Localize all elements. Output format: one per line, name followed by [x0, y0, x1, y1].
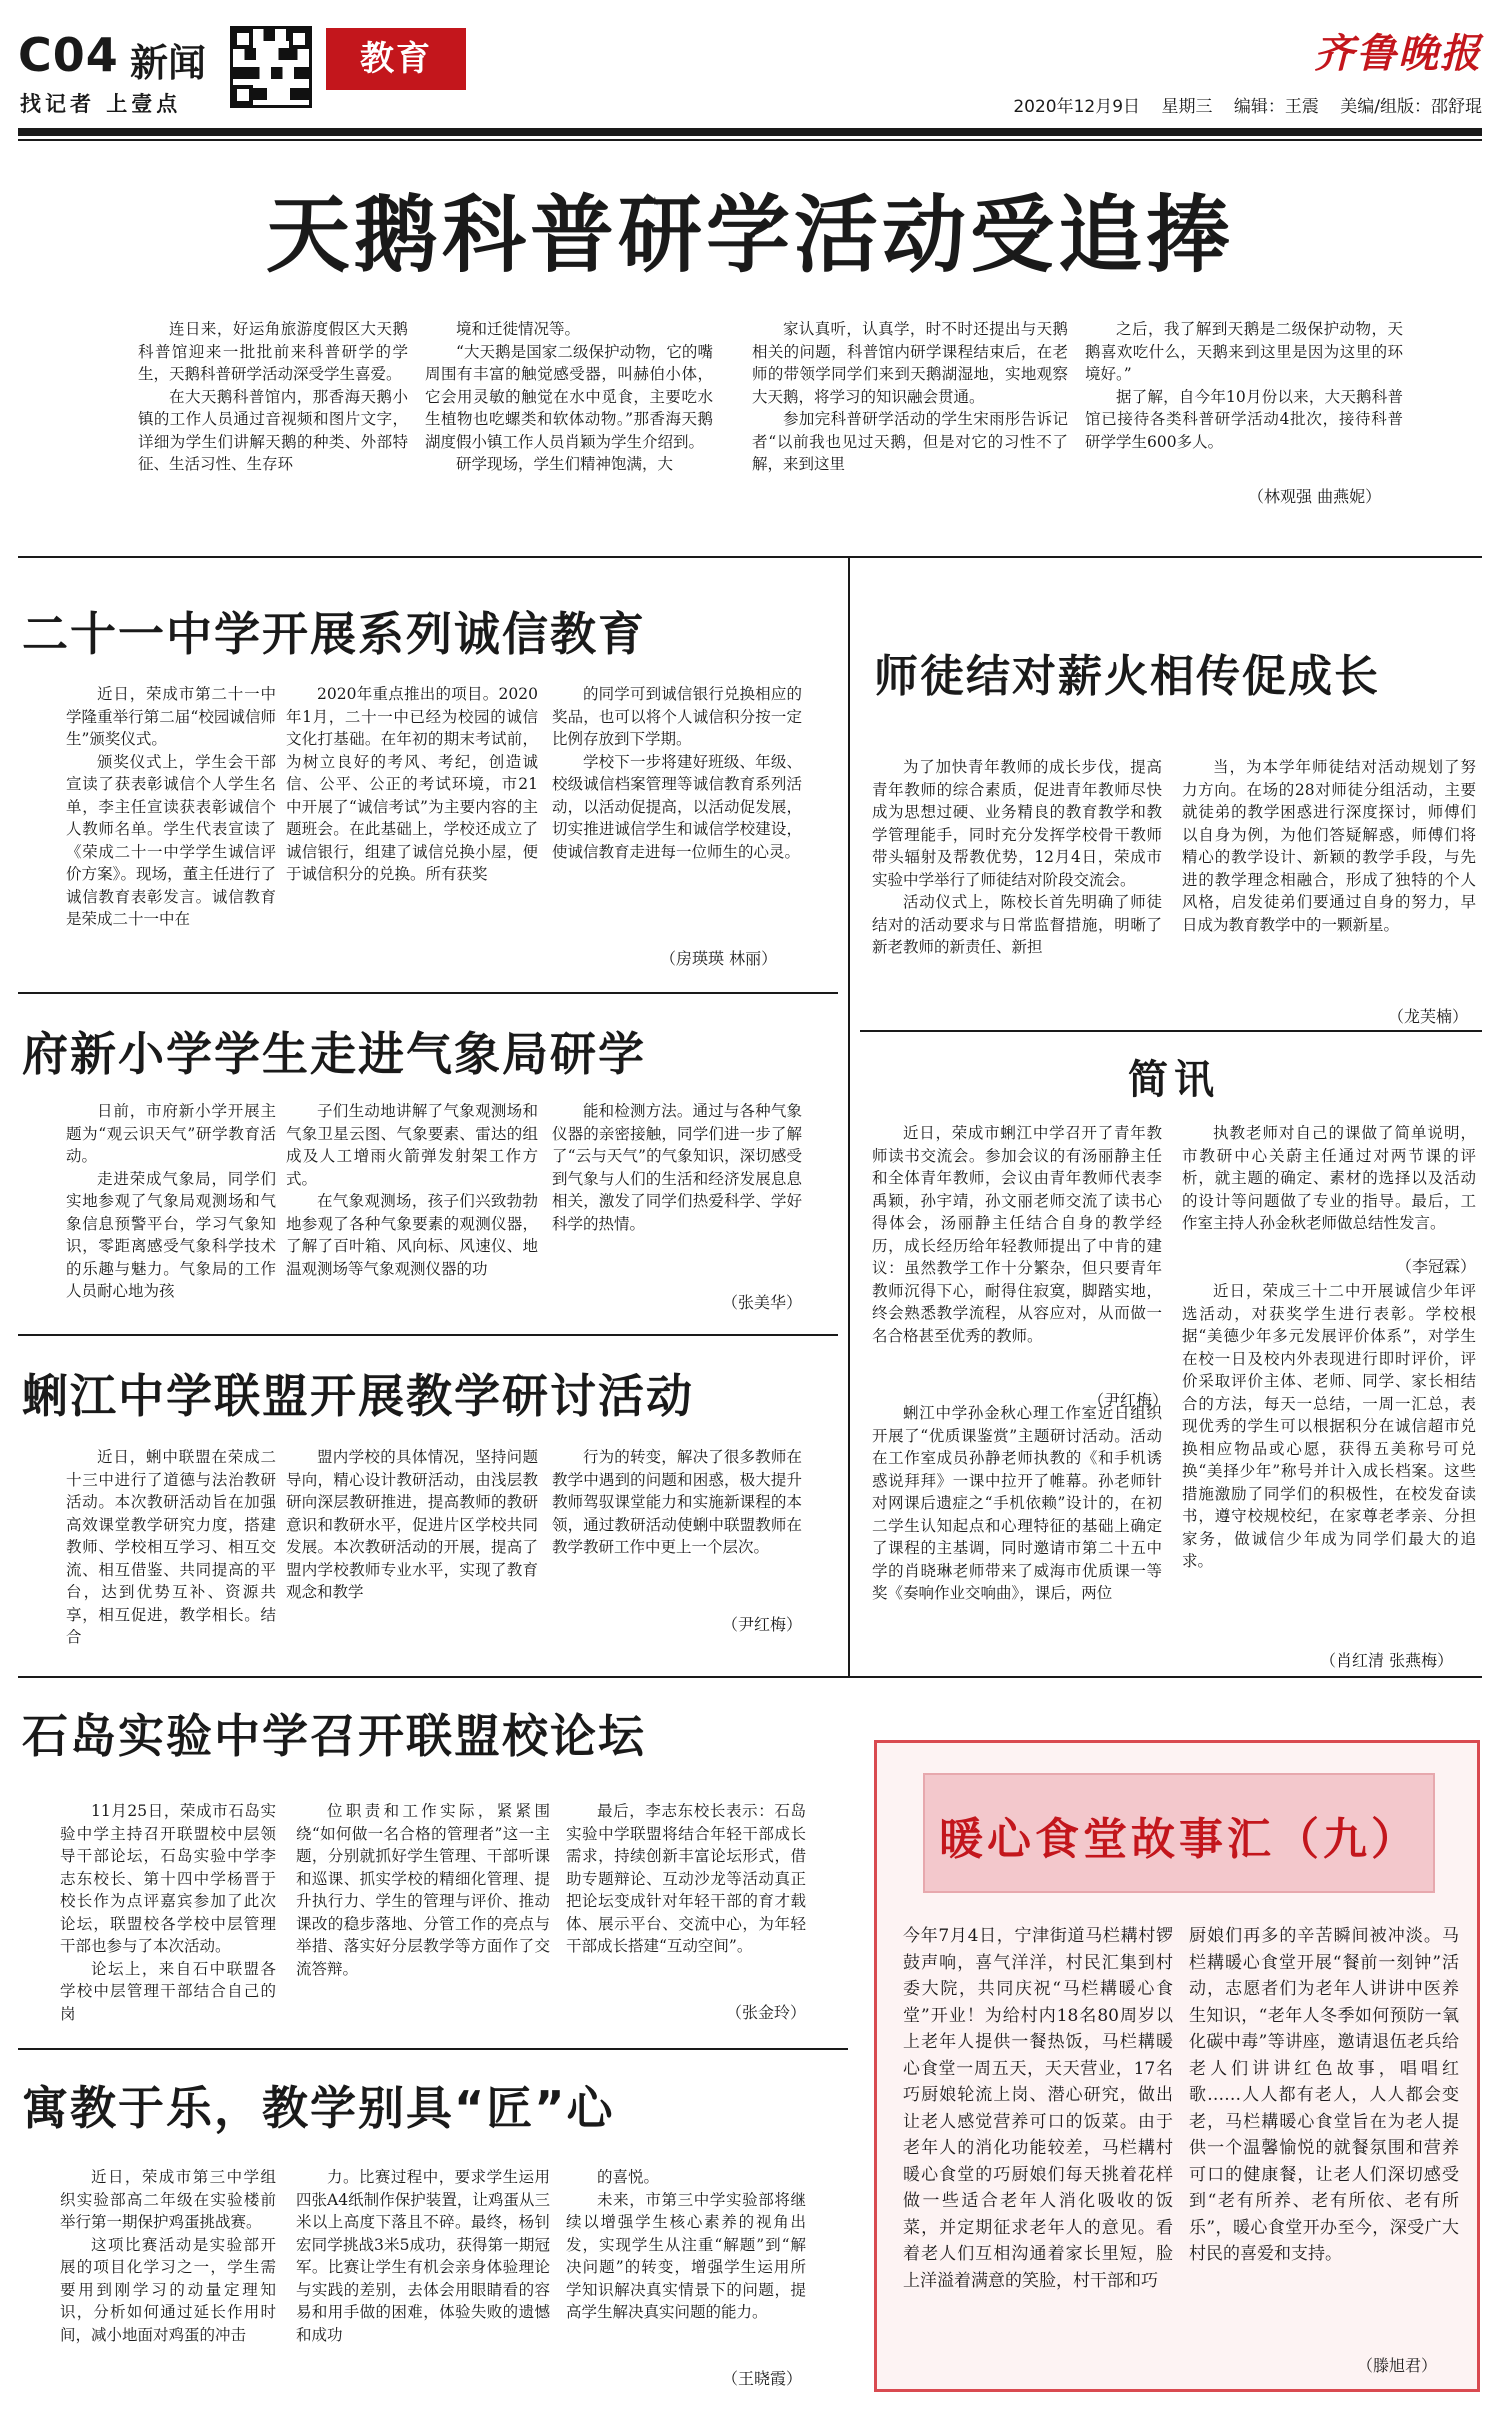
qr-code-icon — [230, 26, 312, 108]
editor-credit: 编辑：王震 — [1233, 97, 1319, 117]
issue-weekday: 星期三 — [1161, 97, 1213, 117]
alliance-col-1: 近日，蜊中联盟在荣成二十三中进行了道德与法治教研活动。本次教研活动旨在加强高效课堂教学研究力度，搭建教师、学校相互学习、相互交流、相互借鉴、共同提高的平台，达到优势互补、资源共享，相互促进，教学相长。结合 — [66, 1448, 276, 1646]
lead-col-2: 境和迁徙情况等。 “大天鹅是国家二级保护动物，它的嘴周围有丰富的触觉感受器，叫赫伯小体，它会用灵敏的触觉在水中觅食，主要吃水生植物也吃螺类和软体动物。”那香海天鹅湖度假小镇工作人员肖颖为学生介绍到。 研学现场，学生们精神饱满，大 — [425, 320, 713, 473]
story-divider — [860, 1030, 1482, 1032]
story-divider — [18, 2048, 848, 2050]
brief-byline-3: （肖红清 张燕梅） — [1320, 1651, 1454, 1670]
shidao-headline: 石岛实验中学召开联盟校论坛 — [22, 1709, 646, 1763]
egg-headline: 寓教于乐，教学别具“匠”心 — [22, 2081, 615, 2135]
alliance-col-3: 行为的转变，解决了很多教师在教学中遇到的问题和困惑，极大提升教师驾驭课堂能力和实施新课程的本领，通过教研活动使蜊中联盟教师在教学教研工作中更上一个层次。 — [552, 1448, 802, 1556]
integrity-col-1: 近日，荣成市第二十一中学隆重举行第二届“校园诚信师生”颁奖仪式。 颁奖仪式上，学生会干部宣读了获表彰诚信个人学生名单，李主任宣读获表彰诚信个人教师名单。学生代表宣读了《荣成二十一中学学生诚信评价方案》。现场，董主任进行了诚信教育表彰发言。诚信教育是荣成二十一中在 — [66, 685, 276, 928]
story-divider — [18, 992, 838, 994]
masthead-rule-thin — [18, 139, 1482, 141]
alliance-col-2: 盟内学校的具体情况，坚持问题导向，精心设计教研活动，由浅层教研向深层教研推进，提高教师的教研意识和教研水平，促进片区学校共同发展。本次教研活动的开展，提高了盟内学校教师专业水平，实现了教育观念和教学 — [286, 1448, 538, 1601]
weather-col-3: 能和检测方法。通过与各种气象仪器的亲密接触，同学们进一步了解了“云与天气”的气象知识，深切感受到气象与人们的生活和经济发展息息相关，激发了同学们热爱科学、学好科学的热情。 — [552, 1102, 802, 1233]
warm-canteen-byline: （滕旭君） — [1357, 2356, 1438, 2375]
issue-meta — [997, 92, 1482, 117]
mentor-headline: 师徒结对薪火相传促成长 — [874, 651, 1380, 702]
lead-col-1: 连日来，好运角旅游度假区大天鹅科普馆迎来一批批前来科普研学的学生，天鹅科普研学活动深受学生喜爱。 在大天鹅科普馆内，那香海天鹅小镇的工作人员通过音视频和图片文字，详细为学生们讲解天鹅的种类、外部特征、生活习性、生存环 — [138, 320, 408, 473]
masthead-rule — [18, 128, 1482, 136]
lead-col-4: 之后，我了解到天鹅是二级保护动物，天鹅喜欢吃什么，天鹅来到这里是因为这里的环境好。” 据了解，自今年10月份以来，大天鹅科普馆已接待各类科普研学活动4批次，接待科普研学学生600多人。 — [1085, 320, 1403, 451]
mentor-byline: （龙芙楠） — [1388, 1007, 1469, 1026]
column-divider — [848, 556, 850, 1676]
warm-canteen-col-1: 今年7月4日，宁津街道马栏耩村锣鼓声响，喜气洋洋，村民汇集到村委大院，共同庆祝“马栏耩暖心食堂”开业！为给村内18名80周岁以上老年人提供一餐热饭，马栏耩暖心食堂一周五天，天天营业，17名巧厨娘轮流上岗、潜心研究，做出让老人感觉营养可口的饭菜。由于老年人的消化功能较差，马栏耩村暖心食堂的巧厨娘们每天挑着花样做一些适合老年人消化吸收的饭菜，并定期征求老年人的意见。看着老人们互相沟通着家长里短，脸上洋溢着满意的笑脸，村干部和巧 — [903, 1926, 1173, 2291]
alliance-headline: 蜊江中学联盟开展教学研讨活动 — [22, 1369, 694, 1423]
brief-byline-2: （李冠霖） — [1396, 1257, 1477, 1276]
issue-date: 2020年12月9日 — [1013, 97, 1141, 117]
weather-byline: （张美华） — [722, 1293, 803, 1312]
story-divider — [18, 1334, 838, 1336]
section-tab: 教育 — [326, 28, 466, 90]
page-number: C04 — [18, 28, 119, 82]
hotline-slogan: 找记者 上壹点 — [20, 92, 182, 116]
weather-headline: 府新小学学生走进气象局研学 — [22, 1027, 646, 1081]
lead-headline: 天鹅科普研学活动受追捧 — [265, 186, 1234, 284]
weather-col-1: 日前，市府新小学开展主题为“观云识天气”研学教育活动。 走进荣成气象局，同学们实地参观了气象局观测场和气象信息预警平台，学习气象知识，零距离感受气象科学技术的乐趣与魅力。气象局的工作人员耐心地为孩 — [66, 1102, 276, 1300]
egg-col-2: 力。比赛过程中，要求学生运用四张A4纸制作保护装置，让鸡蛋从三米以上高度下落且不碎。最终，杨钊宏同学挑战3米5成功，获得第一期冠军。比赛让学生有机会亲身体验理论与实践的差别，去体会用眼睛看的容易和用手做的困难，体验失败的遗憾和成功 — [296, 2168, 550, 2344]
alliance-byline: （尹红梅） — [722, 1615, 803, 1634]
integrity-col-2: 2020年重点推出的项目。2020年1月，二十一中已经为校园的诚信文化打基础。在年初的期末考试前，为树立良好的考风、考纪，创造诚信、公平、公正的考试环境，市21中开展了“诚信考试”为主要内容的主题班会。在此基础上，学校还成立了诚信银行，组建了诚信兑换小屋，便于诚信积分的兑换。所有获奖 — [286, 685, 538, 883]
egg-col-1: 近日，荣成市第三中学组织实验部高二年级在实验楼前举行第一期保护鸡蛋挑战赛。 这项比赛活动是实验部开展的项目化学习之一，学生需要用到刚学习的动量定理知识，分析如何通过延长作用时间，减小地面对鸡蛋的冲击 — [60, 2168, 276, 2344]
egg-byline: （王晓霞） — [722, 2369, 803, 2388]
brief-col-1b: 蜊江中学孙金秋心理工作室近日组织开展了“优质课鉴赏”主题研讨活动。活动在工作室成员孙静老师执教的《和手机诱惑说拜拜》一课中拉开了帷幕。孙老师针对网课后遗症之“手机依赖”设计的，在初二学生认知起点和心理特征的基础上确定了课程的主基调，同时邀请市第二十五中学的肖晓琳老师带来了威海市优质课一等奖《奏响作业交响曲》，课后，两位 — [872, 1404, 1162, 1602]
egg-col-3: 的喜悦。 未来，市第三中学实验部将继续以增强学生核心素养的视角出发，实现学生从注重“解题”到“解决问题”的转变，增强学生运用所学知识解决真实情景下的问题，提高学生解决真实问题的能力。 — [566, 2168, 806, 2321]
brief-col-2: 执教老师对自己的课做了简单说明，市教研中心关蔚主任通过对两节课的评析，就主题的确定、素材的选择以及活动的设计等问题做了专业的指导。最后，工作室主持人孙金秋老师做总结性发言。 — [1182, 1124, 1476, 1232]
brief-col-2b: 近日，荣成三十二中开展诚信少年评选活动，对获奖学生进行表彰。学校根据“美德少年多元发展评价体系”，对学生在校一日及校内外表现进行即时评价，评价采取评价主体、老师、同学、家长相结合的方法，每天一总结，一周一汇总，表现优秀的学生可以根据积分在诚信超市兑换相应物品或心愿，获得五美称号可兑换“美择少年”称号并计入成长档案。这些措施激励了同学们的积极性，在校发奋读书，遵守校规校纪，在家尊老孝亲、分担家务，做诚信少年成为同学们最大的追求。 — [1182, 1282, 1476, 1570]
integrity-byline: （房瑛瑛 林丽） — [660, 949, 778, 968]
shidao-col-2: 位职责和工作实际，紧紧围绕“如何做一名合格的管理者”这一主题，分别就抓好学生管理、干部听课和巡课、抓实学校的精细化管理、提升执行力、学生的管理与评价、推动课改的稳步落地、分管工作的亮点与举措、落实好分层教学等方面作了交流答辩。 — [296, 1802, 550, 1978]
shidao-col-1: 11月25日，荣成市石岛实验中学主持召开联盟校中层领导干部论坛，石岛实验中学李志东校长、第十四中学杨晋于校长作为点评嘉宾参加了此次论坛，联盟校各学校中层管理干部也参与了本次活动。 论坛上，来自石中联盟各学校中层管理干部结合自己的岗 — [60, 1802, 276, 2023]
brief-byline-1: （尹红梅） — [1088, 1391, 1169, 1410]
paper-logo: 齐鲁晚报 — [1314, 30, 1482, 77]
story-divider — [18, 1676, 1482, 1678]
warm-canteen-col-2: 厨娘们再多的辛苦瞬间被冲淡。马栏耩暖心食堂开展“餐前一刻钟”活动，志愿者们为老年人讲讲中医养生知识，“老年人冬季如何预防一氧化碳中毒”等讲座，邀请退伍老兵给老人们讲讲红色故事，唱唱红歌……人人都有老人，人人都会变老，马栏耩暖心食堂旨在为老人提供一个温馨愉悦的就餐氛围和营养可口的健康餐，让老人们深切感受到“老有所养、老有所依、老有所乐”，暖心食堂开办至今，深受广大村民的喜爱和支持。 — [1189, 1926, 1459, 2264]
designer-credit: 美编/组版：邵舒琨 — [1340, 97, 1482, 117]
integrity-col-3: 的同学可到诚信银行兑换相应的奖品，也可以将个人诚信积分按一定比例存放到下学期。 学校下一步将建好班级、年级、校级诚信档案管理等诚信教育系列活动，以活动促提高，以活动促发展，切实推进诚信学生和诚信学校建设，使诚信教育走进每一位师生的心灵。 — [552, 685, 802, 861]
masthead — [18, 22, 1482, 140]
shidao-col-3: 最后，李志东校长表示：石岛实验中学联盟将结合年轻干部成长需求，持续创新丰富论坛形式，借助专题辩论、互动沙龙等活动真正把论坛变成针对年轻干部的育才载体、展示平台、交流中心，为年轻干部成长搭建“互动空间”。 — [566, 1802, 806, 1955]
lead-col-3: 家认真听，认真学，时不时还提出与天鹅相关的问题，科普馆内研学课程结束后，在老师的带领学同学们来到天鹅湖湿地，实地观察大天鹅，将学习的知识融会贯通。 参加完科普研学活动的学生宋雨彤告诉记者“以前我也见过天鹅，但是对它的习性不了解，来到这里 — [752, 320, 1068, 473]
integrity-headline: 二十一中学开展系列诚信教育 — [22, 607, 646, 661]
weather-col-2: 子们生动地讲解了气象观测场和气象卫星云图、气象要素、雷达的组成及人工增雨火箭弹发射架工作方式。 在气象观测场，孩子们兴致勃勃地参观了各种气象要素的观测仪器，了解了百叶箱、风向标、风速仪、地温观测场等气象观测仪器的功 — [286, 1102, 538, 1278]
mentor-col-1: 为了加快青年教师的成长步伐，提高青年教师的综合素质，促进青年教师尽快成为思想过硬、业务精良的教育教学和教学管理能手，同时充分发挥学校骨干教师带头辐射及帮教优势，12月4日，荣成市实验中学举行了师徒结对阶段交流会。 活动仪式上，陈校长首先明确了师徒结对的活动要求与日常监督措施，明晰了新老教师的新责任、新担 — [872, 758, 1162, 956]
warm-canteen-title: 暖心食堂故事汇（九） — [939, 1814, 1419, 1865]
section-name: 新闻 — [130, 41, 207, 85]
warm-canteen-box — [874, 1740, 1480, 2392]
brief-col-1: 近日，荣成市蜊江中学召开了青年教师读书交流会。参加会议的有汤丽静主任和全体青年教师，会议由青年教师代表李禹颖，孙宇靖，孙文丽老师交流了读书心得体会，汤丽静主任结合自身的教学经历，成长经历给年轻教师提出了中肯的建议：虽然教学工作十分繁杂，但只要青年教师沉得下心，耐得住寂寞，脚踏实地，终会熟悉教学流程，从容应对，从而做一名合格甚至优秀的教师。 — [872, 1124, 1162, 1345]
lead-byline: （林观强 曲燕妮） — [1248, 487, 1382, 506]
mentor-col-2: 当，为本学年师徒结对活动规划了努力方向。在场的28对师徒分组活动，主要就徒弟的教学困惑进行深度探讨，师傅们以自身为例，为他们答疑解惑，师傅们将精心的教学设计、新颖的教学手段，与先进的教学理念相融合，形成了独特的个人风格，启发徒弟们要通过自身的努力，早日成为教育教学中的一颗新星。 — [1182, 758, 1476, 934]
warm-canteen-banner — [923, 1773, 1435, 1893]
briefs-heading: 简讯 — [1128, 1057, 1220, 1103]
shidao-byline: （张金玲） — [726, 2003, 807, 2022]
section-divider — [18, 556, 1482, 558]
